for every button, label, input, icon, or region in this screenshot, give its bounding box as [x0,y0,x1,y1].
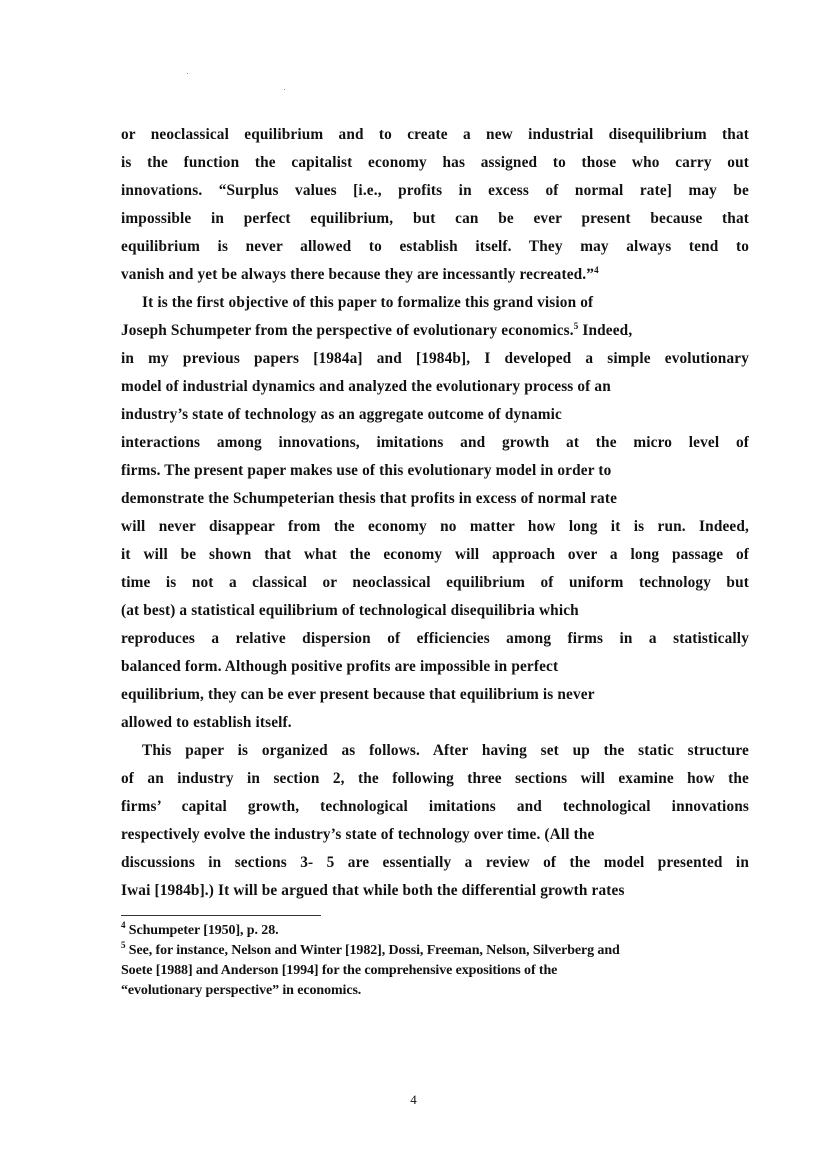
footnote-5-continued: Soete [1988] and Anderson [1994] for the comprehensive expositions of the [121,963,558,978]
text-line: it will be shown that what the economy will approach over a long passage of [121,546,749,563]
scan-speck [284,89,285,90]
footnote-ref-4: 4 [594,265,599,275]
text-line: industry’s state of technology as an aggregate outcome of dynamic [121,406,562,423]
footnote-ref-5: 5 [573,321,579,331]
text-line: It is the first objective of this paper to formalize this grand vision of [142,294,594,311]
text-line: balanced form. Although positive profits are impossible in perfect [121,658,559,675]
footnote-marker: 5 [121,940,126,950]
text-line: respectively evolve the industry’s state of technology over time. (All the [121,826,595,843]
text-line: firms. The present paper makes use of this evolutionary model in order to [121,462,612,479]
scan-speck [187,73,188,74]
text-line: in my previous papers [1984a] and [1984b], I developed a simple evolutionary [121,350,749,367]
footnote-text: Schumpeter [1950], p. 28. [125,923,279,938]
footnotes [121,921,731,1001]
text-line: model of industrial dynamics and analyzed the evolutionary process of an [121,378,611,395]
footnote-4 [121,921,731,941]
text-line: equilibrium, they can be ever present because that equilibrium is never [121,686,595,703]
text-line: discussions in sections 3- 5 are essentially a review of the model presented in [121,854,749,871]
footnote-5-continued: “evolutionary perspective” in economics. [121,983,362,998]
text-line: is the function the capitalist economy has assigned to those who carry out [121,154,749,171]
text-line [121,317,749,345]
text-line: time is not a classical or neoclassical equilibrium of uniform technology but [121,574,749,591]
text-line: firms’ capital growth, technological imitations and technological innovations [121,798,749,815]
footnote-5 [121,941,731,961]
text-line: This paper is organized as follows. After having set up the static structure [142,742,749,759]
footnote-marker: 4 [121,920,126,930]
quote-end-text: vanish and yet be always there because they are incessantly recreated.” [121,266,595,283]
text-line: demonstrate the Schumpeterian thesis that profits in excess of normal rate [121,490,618,507]
text-line: or neoclassical equilibrium and to create a new industrial disequilibrium that [121,126,749,143]
text-line: impossible in perfect equilibrium, but can be ever present because that [121,210,749,227]
text-line: Iwai [1984b].) It will be argued that while both the differential growth rates [121,882,625,899]
text-line [121,261,749,289]
page-number: 4 [410,1092,417,1107]
footnote-text: See, for instance, Nelson and Winter [1982], Dossi, Freeman, Nelson, Silverberg and [125,943,620,958]
text-line: will never disappear from the economy no matter how long it is run. Indeed, [121,518,749,535]
text-line: of an industry in section 2, the following three sections will examine how the [121,770,749,787]
text-line: interactions among innovations, imitations and growth at the micro level of [121,434,749,451]
text-line: equilibrium is never allowed to establish itself. They may always tend to [121,238,749,255]
text-line: reproduces a relative dispersion of efficiencies among firms in a statistically [121,630,749,647]
sentence-text: Indeed, [578,322,633,339]
body-text [121,121,749,905]
text-line: allowed to establish itself. [121,714,292,731]
sentence-text: Joseph Schumpeter from the perspective of evolutionary economics. [121,322,574,339]
text-line: (at best) a statistical equilibrium of technological disequilibria which [121,602,579,619]
text-line: innovations. “Surplus values [i.e., profits in excess of normal rate] may be [121,182,749,199]
footnote-separator [121,915,321,916]
